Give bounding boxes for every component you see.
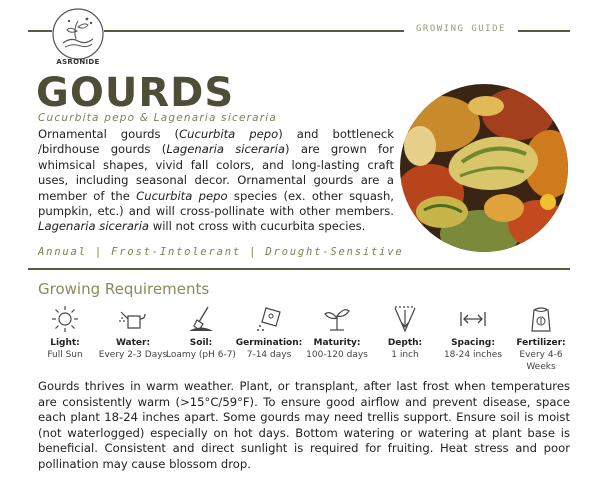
requirement-value: 18-24 inches (443, 350, 503, 360)
requirement-spacing (438, 304, 508, 361)
sprout-icon (322, 304, 352, 334)
section-title: Growing Requirements (38, 280, 210, 298)
brand-logo-icon (51, 7, 105, 61)
page-title: GOURDS (36, 70, 235, 116)
requirement-fertilizer (506, 304, 576, 373)
spacing-arrows-icon (458, 304, 488, 334)
requirement-label: Fertilizer: (516, 338, 566, 348)
requirement-label: Depth: (387, 338, 423, 348)
fertilizer-bag-icon (526, 304, 556, 334)
requirement-label: Spacing: (451, 338, 495, 348)
brand-name: ASRONIDE (56, 58, 100, 66)
scientific-name: Cucurbita pepo & Lagenaria siceraria (38, 112, 278, 124)
shovel-icon (186, 304, 216, 334)
requirement-label: Maturity: (313, 338, 361, 348)
watering-can-icon (118, 304, 148, 334)
requirement-label: Germination: (235, 338, 303, 348)
requirement-germination (234, 304, 304, 361)
requirement-depth (370, 304, 440, 361)
gourds-photo (400, 84, 568, 252)
requirement-soil (166, 304, 236, 361)
section-divider (28, 268, 570, 270)
requirement-value: Every 4-6 Weeks (519, 350, 563, 372)
requirement-label: Water: (115, 338, 151, 348)
requirement-value: 100-120 days (306, 350, 368, 360)
seed-packet-icon (254, 304, 284, 334)
plant-traits: Annual | Frost-Intolerant | Drought-Sensitive (38, 246, 404, 258)
requirement-value: 1 inch (391, 350, 419, 360)
requirement-maturity (302, 304, 372, 361)
requirement-value: Every 2-3 Days (98, 350, 168, 360)
requirement-label: Soil: (189, 338, 213, 348)
intro-paragraph: Ornamental gourds (Cucurbita pepo) and bottleneck /birdhouse gourds (Lagenaria siceraria) are grown for whimsical shapes, vivid fall colors, and long-lasting craft uses, including seasonal decor. Ornamental gourds are a member of the Cucurbita pepo species (ex. other squash, pumpkin, etc.) and will cross-pollinate with other members. Lagenaria siceraria will not cross with cucurbita species. (38, 127, 394, 234)
requirement-value: Loamy (pH 6-7) (166, 350, 236, 360)
requirement-value: Full Sun (47, 350, 83, 360)
header-divider (104, 30, 404, 32)
guide-label: GROWING GUIDE (416, 24, 506, 34)
header-divider-left (28, 30, 52, 32)
care-paragraph: Gourds thrives in warm weather. Plant, or transplant, after last frost when temperatures are consistently warm (>15°C/59°F). To ensure good airflow and prevent disease, space each plant 18-24 inches apart. Some gourds may need trellis support. Ensure soil is moist (not waterlogged) especially on hot days. Bottom watering or watering at plant base is beneficial. Consistent and direct sunlight is required for fruiting. Heat stress and poor pollination may cause blossom drop. (38, 379, 570, 471)
requirements-row (38, 304, 570, 376)
sun-icon (50, 304, 80, 334)
depth-icon (390, 304, 420, 334)
requirement-water (98, 304, 168, 361)
requirement-label: Light: (50, 338, 80, 348)
requirement-light (30, 304, 100, 361)
header-divider-right (518, 30, 570, 32)
requirement-value: 7-14 days (246, 350, 292, 360)
